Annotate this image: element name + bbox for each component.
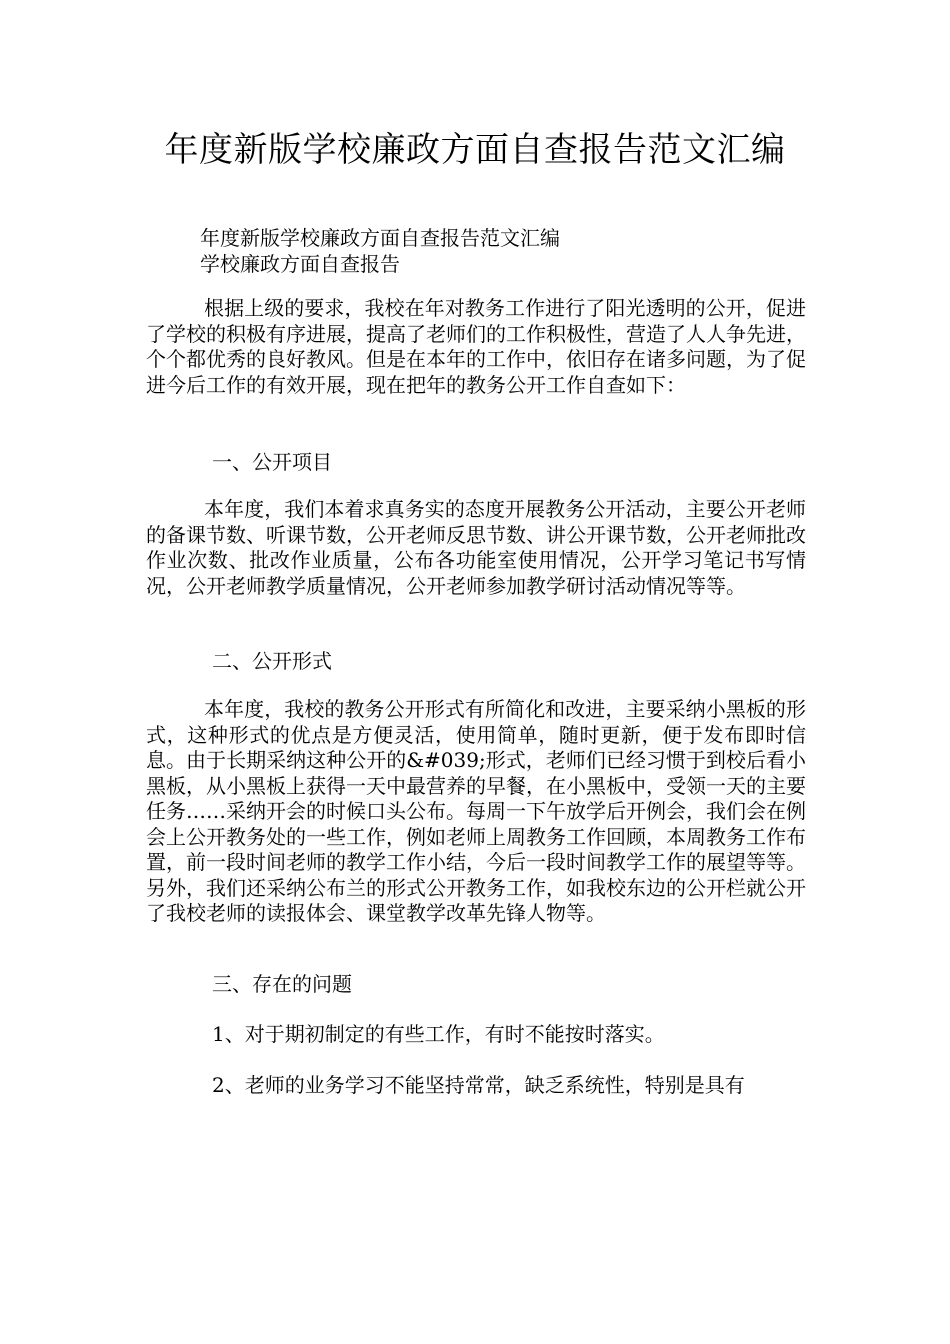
section-2-paragraph: 本年度，我校的教务公开形式有所简化和改进，主要采纳小黑板的形式，这种形式的优点是方便灵活，使用简单，随时更新，便于发布即时信息。由于长期采纳这种公开的&#039;形式，老师们已经习惯于到校后看小黑板，从小黑板上获得一天中最营养的早餐，在小黑板中，受领一天的主要任务……采纳开会的时候口头公布。每周一下午放学后开例会，我们会在例会上公开教务处的一些工作，例如老师上周教务工作回顾，本周教务工作布置，前一段时间老师的教学工作小结，今后一段时间教学工作的展望等等。另外，我们还采纳公布兰的形式公开教务工作，如我校东边的公开栏就公开了我校老师的读报体会、课堂教学改革先锋人物等。 [146,697,806,925]
section-1-paragraph: 本年度，我们本着求真务实的态度开展教务公开活动，主要公开老师的备课节数、听课节数，公开老师反思节数、讲公开课节数，公开老师批改作业次数、批改作业质量，公布各功能室使用情况，公开学习笔记书写情况，公开老师教学质量情况，公开老师参加教学研讨活动情况等等。 [146,497,806,598]
section-heading-problems: 三、存在的问题 [212,972,352,996]
section-heading-public-form: 二、公开形式 [212,649,332,673]
subtitle-line-1: 年度新版学校廉政方面自查报告范文汇编 [200,226,560,250]
problem-item-2: 2、老师的业务学习不能坚持常常，缺乏系统性，特别是具有 [212,1073,745,1097]
subtitle-line-2: 学校廉政方面自查报告 [200,252,400,276]
intro-paragraph: 根据上级的要求，我校在年对教务工作进行了阳光透明的公开，促进了学校的积极有序进展，提高了老师们的工作积极性，营造了人人争先进，个个都优秀的良好教风。但是在本年的工作中，依旧存在诸多问题，为了促进今后工作的有效开展，现在把年的教务公开工作自查如下： [146,296,806,397]
problem-item-1: 1、对于期初制定的有些工作，有时不能按时落实。 [212,1022,665,1046]
section-heading-public-items: 一、公开项目 [212,450,332,474]
document-title: 年度新版学校廉政方面自查报告范文汇编 [164,130,786,170]
